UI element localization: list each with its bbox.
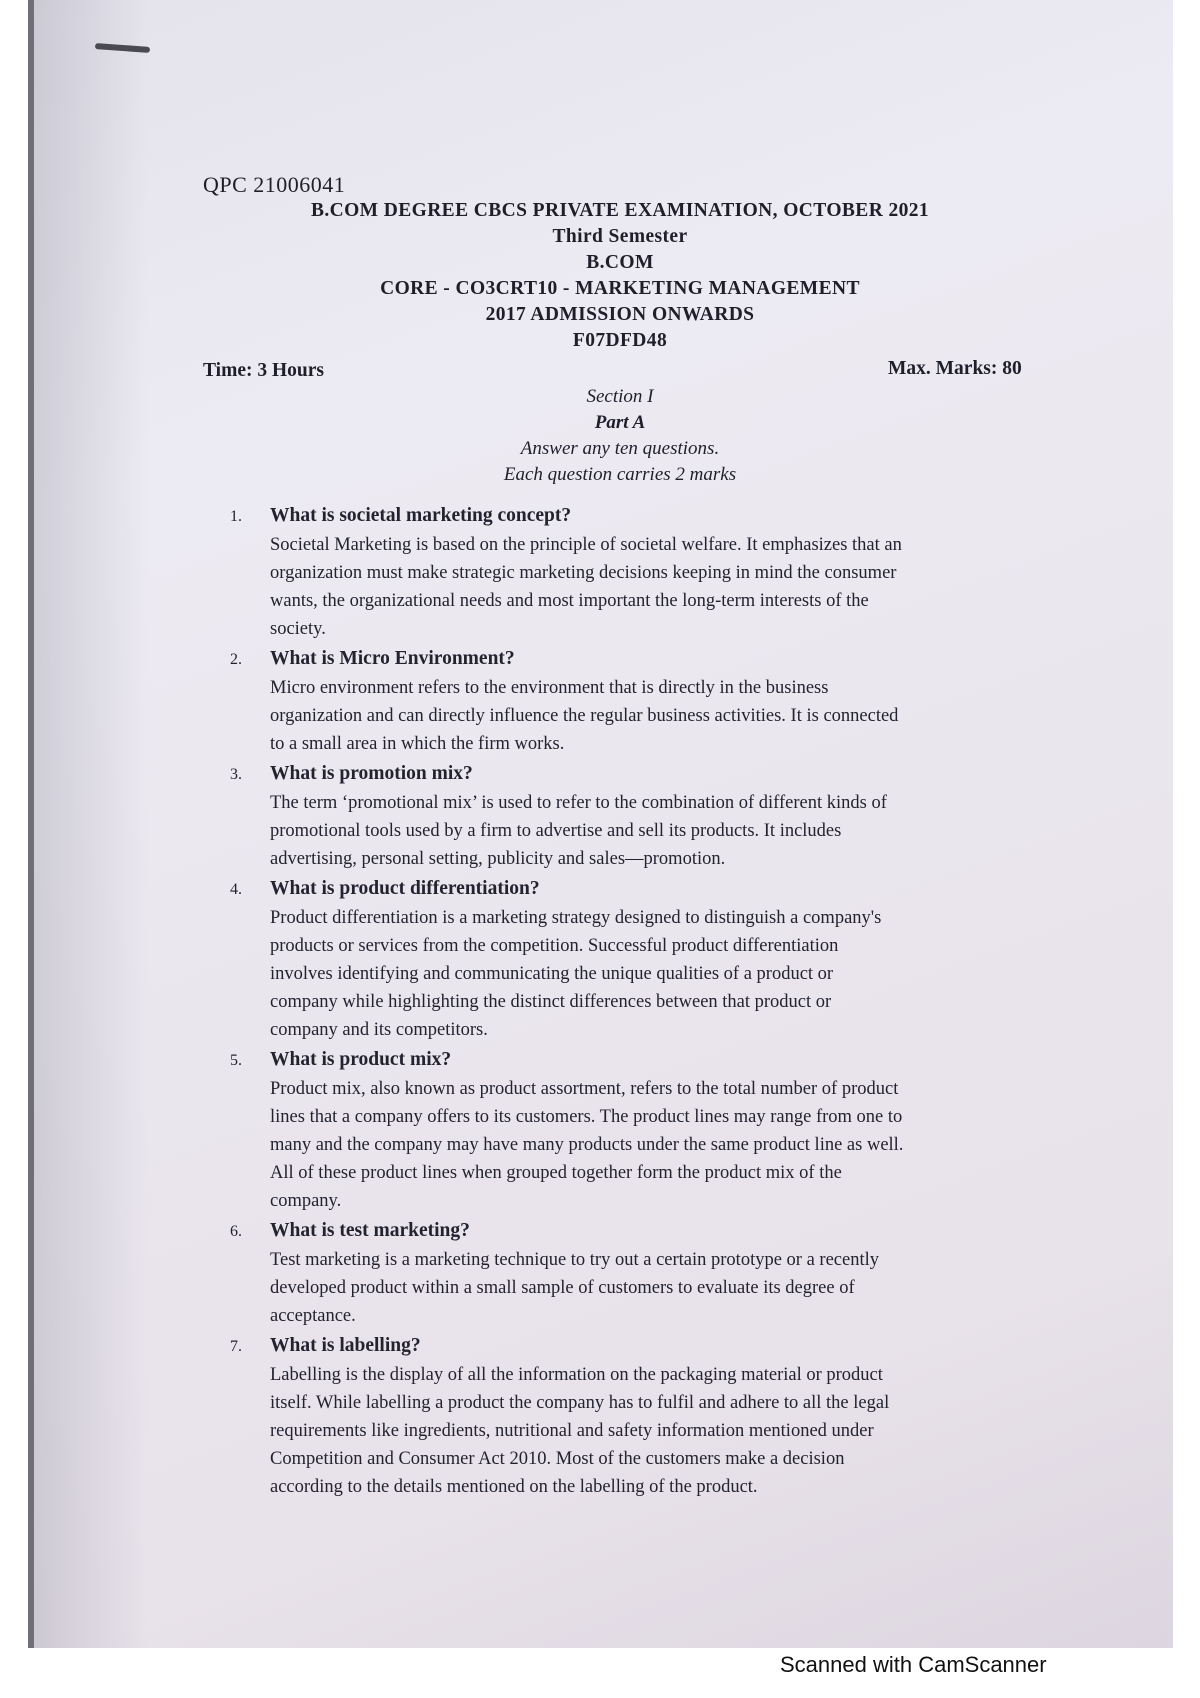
camscanner-watermark: Scanned with CamScanner (780, 1652, 1047, 1677)
qpc-code: QPC 21006041 (203, 172, 346, 197)
time-allowed: Time: 3 Hours (203, 360, 324, 381)
question-item (230, 1332, 1030, 1501)
answer-text: Product mix, also known as product assortment, refers to the total number of product lines that a company offers to its customers. The product lines may range from one to many and the company may have many products under the same product line as well. All of these product lines when grouped together form the product mix of the company. (270, 1079, 904, 1211)
question-text: What is Micro Environment? (270, 648, 515, 669)
question-text: What is product mix? (270, 1049, 452, 1070)
course-title: CORE - CO3CRT10 - MARKETING MANAGEMENT (380, 278, 860, 299)
question-number: 6. (230, 1223, 242, 1240)
question-list (230, 502, 1030, 1503)
question-number: 7. (230, 1338, 242, 1355)
question-text: What is test marketing? (270, 1220, 470, 1241)
question-item (230, 1046, 1030, 1215)
question-item (230, 760, 1030, 873)
instruction-answer: Answer any ten questions. (520, 438, 720, 459)
semester: Third Semester (552, 226, 688, 247)
question-item (230, 1217, 1030, 1330)
exam-title: B.COM DEGREE CBCS PRIVATE EXAMINATION, OCTOBER 2021 (310, 200, 930, 221)
program: B.COM (586, 252, 654, 273)
question-number: 3. (230, 766, 242, 783)
question-text: What is promotion mix? (270, 763, 473, 784)
question-number: 1. (230, 508, 242, 525)
answer-text: Labelling is the display of all the information on the packaging material or product itself. While labelling a product the company has to fulfil and adhere to all the legal requirements like ingredients, nutritional and safety information mentioned under Competition and Consumer Act 2010. Most of the customers make a decision according to the details mentioned on the labelling of the product. (270, 1365, 890, 1497)
instruction-marks: Each question carries 2 marks (503, 464, 737, 485)
question-text: What is product differentiation? (270, 878, 540, 899)
answer-text: Test marketing is a marketing technique to try out a certain prototype or a recently developed product within a small sample of customers to evaluate its degree of acceptance. (270, 1250, 879, 1326)
max-marks: Max. Marks: 80 (888, 358, 1022, 379)
question-item (230, 502, 1030, 643)
admission-line: 2017 ADMISSION ONWARDS (485, 304, 755, 325)
question-text: What is labelling? (270, 1335, 421, 1356)
answer-text: The term ‘promotional mix’ is used to refer to the combination of different kinds of promotional tools used by a firm to advertise and sell its products. It includes advertising, personal setting, publicity and sales—promotion. (270, 793, 887, 869)
section-label: Section I (586, 386, 654, 407)
answer-text: Product differentiation is a marketing strategy designed to distinguish a company's products or services from the competition. Successful product differentiation involves identifying and communicating the unique qualities of a product or company while highlighting the distinct differences between that product or company and its competitors. (270, 908, 882, 1040)
answer-text: Micro environment refers to the environment that is directly in the business organization and can directly influence the regular business activities. It is connected to a small area in which the firm works. (270, 678, 899, 754)
question-item (230, 875, 1030, 1044)
paper-code: F07DFD48 (572, 330, 668, 351)
question-text: What is societal marketing concept? (270, 505, 572, 526)
question-number: 2. (230, 651, 242, 668)
question-number: 4. (230, 881, 242, 898)
question-item (230, 645, 1030, 758)
part-label: Part A (594, 412, 646, 433)
answer-text: Societal Marketing is based on the principle of societal welfare. It emphasizes that an organization must make strategic marketing decisions keeping in mind the consumer wants, the organizational needs and most important the long-term interests of the society. (270, 535, 902, 639)
question-number: 5. (230, 1052, 242, 1069)
